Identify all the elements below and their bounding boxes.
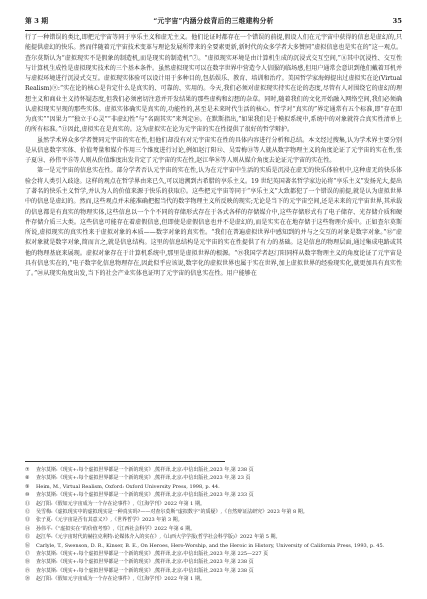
paragraph: 行了一种错误的类比,即把元宇宙等同于享乐主义和虚无主义。他们论证时都存在一个错误的前提,假设人们在元宇宙中获得的信息是虚幻的,只能提供虚幻的快乐。然而伴随着元宇宙技术变革与理论发展所带来的全要素更新,新时代的众多学者大多赞同“虚拟信息也是实在的”这一观点。查尔莫斯认为“虚拟现实不是假象的制造机,而是现实的制造机”⑦。“虚拟现实环境是由计算机生成的沉浸式交互空间,”⑧其中沉浸性、交互性与计算机生成性是虚拟现实技术的三个基本条件。虽然虚拟现实可以在数字世界中营造令人信服的临场感,但用户通常会意识到他们戴着耳机并与虚拟环境进行沉浸式交互。虚拟现实体验可以设计用于多种目的,包括娱乐、教育、培训和治疗。美国哲学家海姆提出过虚拟实在论(Virtual Realism)⑨:“实在论的核心是肯定什么是真实的、可靠的、实用的。今天,我们必须对虚拟现实持实在论的态度,尽管有人对围绕它的虚幻的理想主义和商业主义持怀疑态度,但我们必须密切注意并开发结果的那些虚构和幻想的杂草。同时,随着我们的文化开始融入网络空间,我们必须确认虚拟现实呈现的那些实体。虚拟实体确实是真实的,功能性的,甚至是未来时代生活的核心。哲学对“真实的”界定通常有五个标准,即“存在即为真实”“因果力”“独立于心灵”“非虚幻性”与“名副其实”来判定⑩。在默斯指出,“如果我们是于模拟系统中,系统中的对象就符合真实性清单上的所有标准。”⑪因此,虚拟实在是真实的。这为虚拟实在论为元宇宙的实在性提供了很好的哲学辩护。 xyxy=(25,34,402,134)
footnote xyxy=(25,567,402,575)
paragraph: 虽然学术界众多学者赞同元宇宙的实在性,但他们却没有对元宇宙实在性的具体内容进行分析和总结。本文经过搜集,认为学术界主要分别是从信息数字实体、价值考量和媒介作用三个维度进行讨论,例如赵汀阳⑫、吴雪梅⑬等人就从数字物理主义的角度论证了元宇宙的实在性,张子夏⑭、孙伟平⑮等人则从价值维度出发肯定了元宇宙的实在性,赵江华⑯等人则从媒介角度去论证元宇宙的实在性。 xyxy=(25,136,402,165)
running-title: “元宇宙”内涵分歧背后的三维建构分析 xyxy=(153,17,274,25)
footnote-text: 吴雪梅:《虚拟现实中的虚拟现实是一种真实吗?——对查尔莫斯“虚拟数字”的质疑》,《自然辩证法研究》2023 年第 8 期。 xyxy=(36,509,308,516)
page-number: 35 xyxy=(392,17,402,25)
footnote-text: 查尔莫斯:《现实+:每个虚拟世界都是一个新的现实》,熊祥译,北京:中信出版社,2023 年,第 23 页 xyxy=(36,475,251,482)
paragraph: 第一是元宇宙的信息实在性。部分学者否认元宇宙的实在性,认为在元宇宙中生活的实质是沉浸在虚无的快乐体验机中,这种虚无的快乐体验会将人类引入歧途。这样的观点在哲学界由来已久,可以追溯到古希腊的享乐主义。19 世纪英国著名哲学家边沁将“享乐主义”发扬光大,提出了著名的快乐主义哲学,并认为人的价值来源于快乐的获取⑰。这些把元宇宙等同于“享乐主义”大致都犯了一个错误的前提,就是认为虚拟世界中的信息是虚幻的。然而,这些观点并未能准确把握当代的数字物理主义所反映的现实;无论是当下的元宇宙空间,还是未来的元宇宙世界,其承载的信息都是有真实的物理实体,这些信息以一个个不同的存储形式存在于各式各样的存储媒介中,这些存储形式有了电子储存、光存储介质和硬件存储介质三大类。这些信息可能存在着虚假信息,但即使是虚假信息也并不是虚幻的,而是实实在在地存储于这些物理介质中。正如查尔莫斯所说,虚拟现实的真实性来于虚拟对象的本质——数字对象的真实性。“我们在普遍虚拟世界中感知到的并与之交互的对象是数字对象。”⑱“虚拟对象就是数字对象,简而言之,就是信息结构。这里的信息结构是元宇宙的实在性提供了有力的基础。这是信息的物理层面,通过集成电路或其他的物理基底来展现。虚拟对象存在于计算机系统中,那里是虚拟世界的根源。“⑲我国学者赵汀阳同样从数字物理主义的角度论证了元宇宙是具有信息实在的,“电子数字化信息物理存在,因此似乎应该说,数字化的虚拟世界也属于实在世界,加上虚拟世界的经验现实化,就更加具有真实性了。”⑳从现实角度出发,当下的社会产业实体也证明了元宇宙的信息实在性。用户能够在 xyxy=(25,167,402,278)
footnote-mark: ⑯ xyxy=(25,542,31,549)
footnote-mark: ⑬ xyxy=(25,517,31,524)
footnote-text: Carlyle, T., Swenson, D. R., Kinser, B. E., On Heroes, Hero-Worship, and the Heroic in History, University of California Press, 1993, p. 45. xyxy=(36,542,385,549)
running-header xyxy=(25,14,402,28)
footnote xyxy=(25,500,402,508)
footnote xyxy=(25,533,402,541)
footnote xyxy=(25,474,402,482)
footnote-mark: ⑧ xyxy=(25,475,30,482)
footnote-text: 查尔莫斯:《现实+:每个虚拟世界都是一个新的现实》,熊祥译,北京:中信出版社,2023 年,第 225—227 页 xyxy=(36,551,269,558)
footnote xyxy=(25,575,402,583)
footnote-mark: ⑰ xyxy=(25,551,31,558)
footnote-text: Heim, M., Virtual Realism, Oxford: Oxford University Press, 1998, p. 44. xyxy=(36,483,220,490)
footnote-text: 赵汀阳:《假如元宇宙成为一个存在论事件》,《江海学刊》2022 年第 1 期。 xyxy=(36,576,205,583)
footnote-text: 张子夏:《元宇宙是否有其意义?》,《世界哲学》2023 年第 3 期。 xyxy=(36,517,183,524)
footnote xyxy=(25,525,402,533)
footnote xyxy=(25,550,402,558)
footnote-text: 查尔莫斯:《现实+:每个虚拟世界都是一个新的现实》,熊祥译,北京:中信出版社,2023 年,第 238 页 xyxy=(36,567,254,574)
footnote-mark: ⑦ xyxy=(25,467,30,473)
footnote-mark: ⑭ xyxy=(25,525,31,532)
issue-label: 第 3 期 xyxy=(25,17,49,25)
footnote-mark: ⑮ xyxy=(25,534,31,541)
footnote xyxy=(25,542,402,550)
footnote-text: 赵江华:《元宇宙时代的赫拉克利特:论媒体介入的实在》,《山西大学学报(哲学社会科学版)》2022 年第 5 期。 xyxy=(36,534,281,541)
footnote xyxy=(25,483,402,491)
footnote-text: 查尔莫斯:《现实+:每个虚拟世界都是一个新的现实》,熊祥译,北京:中信出版社,2023 年,第 233 页 xyxy=(36,492,254,499)
footnote-rule xyxy=(25,461,225,462)
footnote-text: 查尔莫斯:《现实+:每个虚拟世界都是一个新的现实》,熊祥译,北京:中信出版社,2023 年,第 238 页 xyxy=(36,467,254,473)
footnote xyxy=(25,491,402,499)
footnote xyxy=(25,508,402,516)
footnote xyxy=(25,466,402,474)
footnote-text: 查尔莫斯:《现实+:每个虚拟世界都是一个新的现实》,熊祥译,北京:中信出版社,2023 年,第 238 页 xyxy=(36,559,254,566)
footnote-mark: ⑳ xyxy=(25,576,31,583)
footnote-mark: ⑫ xyxy=(25,509,31,516)
footnote-text: 赵汀阳:《假如元宇宙成为一个存在论事件》,《江海学刊》2022 年第 1 期。 xyxy=(36,500,205,507)
footnote-mark: ⑲ xyxy=(25,567,31,574)
footnote-mark: ⑪ xyxy=(25,500,31,507)
footnotes xyxy=(25,466,402,594)
footnote-text: 孙伟平:《“虚拟实在”的价值考察》,《江西社会科学》2022 年第 6 期。 xyxy=(36,525,196,532)
header-rule xyxy=(25,30,402,31)
body-text xyxy=(25,33,402,456)
footnote-mark: ⑱ xyxy=(25,559,31,566)
footnote xyxy=(25,516,402,524)
footnote-mark: ⑩ xyxy=(25,492,30,499)
footnote-mark: ⑨ xyxy=(25,483,30,490)
footnote xyxy=(25,558,402,566)
